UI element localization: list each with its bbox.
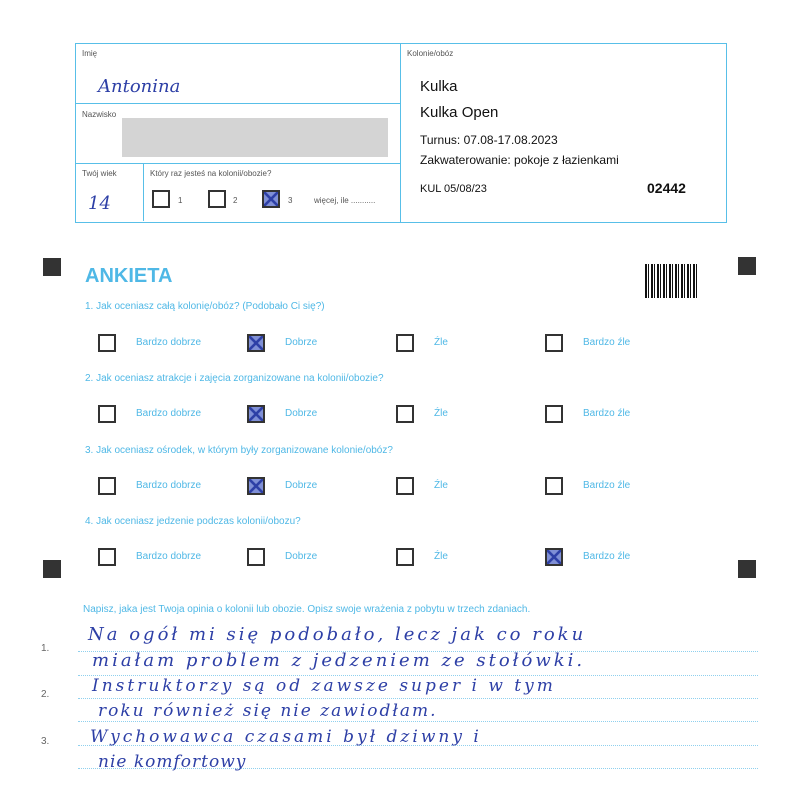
age-value: 14 <box>88 193 111 214</box>
visit-option-more: więcej, ile ........... <box>314 196 376 205</box>
turnus: Turnus: 07.08-17.08.2023 <box>420 133 558 147</box>
survey-title: ANKIETA <box>85 265 173 287</box>
q2-option-4-label: Bardzo źle <box>583 408 631 419</box>
handwritten-line-6: nie komfortowy <box>98 752 247 772</box>
q1-option-1-label: Bardzo dobrze <box>136 337 202 348</box>
q4-option-3-label: Źle <box>434 551 448 562</box>
q4-option-2-checkbox[interactable] <box>247 548 265 566</box>
q1-option-4-checkbox[interactable] <box>545 334 563 352</box>
visit-checkbox-3[interactable] <box>262 190 280 208</box>
q4-option-4-label: Bardzo źle <box>583 551 631 562</box>
q2-option-1-label: Bardzo dobrze <box>136 408 202 419</box>
q2-option-2-label: Dobrze <box>285 408 318 419</box>
camp-subname: Kulka Open <box>420 104 499 121</box>
visit-checkbox-2[interactable] <box>208 190 226 208</box>
question-2-text: 2. Jak oceniasz atrakcje i zajęcia zorganizowane na kolonii/obozie? <box>85 373 384 384</box>
question-1-text: 1. Jak oceniasz całą kolonię/obóz? (Podobało Ci się?) <box>85 301 325 312</box>
question-4-text: 4. Jak oceniasz jedzenie podczas kolonii/obozu? <box>85 516 301 527</box>
q1-option-2-label: Dobrze <box>285 337 318 348</box>
camp-name: Kulka <box>420 78 458 95</box>
writing-line-3 <box>78 698 758 699</box>
q3-option-1-checkbox[interactable] <box>98 477 116 495</box>
age-label: Twój wiek <box>82 169 117 178</box>
q2-option-1-checkbox[interactable] <box>98 405 116 423</box>
q2-option-3-checkbox[interactable] <box>396 405 414 423</box>
q1-option-1-checkbox[interactable] <box>98 334 116 352</box>
q1-option-3-label: Źle <box>434 337 448 348</box>
visit-option-3: 3 <box>288 196 293 205</box>
line-number-1: 1. <box>41 643 50 654</box>
q4-option-1-label: Bardzo dobrze <box>136 551 202 562</box>
q2-option-4-checkbox[interactable] <box>545 405 563 423</box>
visit-checkbox-1[interactable] <box>152 190 170 208</box>
registration-marker-tr <box>738 257 756 275</box>
handwritten-line-4: roku również się nie zawiodłam. <box>98 701 438 721</box>
surname-label: Nazwisko <box>82 110 117 119</box>
surname-redaction <box>122 118 388 157</box>
accommodation: Zakwaterowanie: pokoje z łazienkami <box>420 153 619 167</box>
camp-code: KUL 05/08/23 <box>420 183 487 195</box>
header-divider-3 <box>143 163 144 221</box>
question-3-text: 3. Jak oceniasz ośrodek, w którym były zorganizowane kolonie/obóz? <box>85 445 393 456</box>
q3-option-4-checkbox[interactable] <box>545 477 563 495</box>
q3-option-2-checkbox[interactable] <box>247 477 265 495</box>
name-value: Antonina <box>98 76 181 97</box>
q1-option-4-label: Bardzo źle <box>583 337 631 348</box>
line-number-3: 3. <box>41 736 50 747</box>
writing-line-4 <box>78 721 758 722</box>
header-divider-vertical <box>400 43 401 222</box>
q3-option-3-label: Źle <box>434 480 448 491</box>
registration-marker-br <box>738 560 756 578</box>
q3-option-1-label: Bardzo dobrze <box>136 480 202 491</box>
handwritten-line-1: Na ogół mi się podobało, lecz jak co roku <box>88 624 587 645</box>
barcode <box>645 264 699 298</box>
registration-marker-tl <box>43 258 61 276</box>
visit-label: Który raz jesteś na kolonii/obozie? <box>150 169 272 178</box>
q3-option-4-label: Bardzo źle <box>583 480 631 491</box>
q2-option-3-label: Źle <box>434 408 448 419</box>
visit-option-2: 2 <box>233 196 238 205</box>
handwritten-line-2: miałam problem z jedzeniem ze stołówki. <box>92 650 586 671</box>
camp-label: Kolonie/obóz <box>407 49 454 58</box>
q3-option-2-label: Dobrze <box>285 480 318 491</box>
header-divider-1 <box>75 103 400 104</box>
handwritten-line-5: Wychowawca czasami był dziwny i <box>90 727 482 747</box>
q2-option-2-checkbox[interactable] <box>247 405 265 423</box>
header-divider-2 <box>75 163 400 164</box>
q4-option-2-label: Dobrze <box>285 551 318 562</box>
q4-option-1-checkbox[interactable] <box>98 548 116 566</box>
q4-option-4-checkbox[interactable] <box>545 548 563 566</box>
visit-option-1: 1 <box>178 196 183 205</box>
q1-option-3-checkbox[interactable] <box>396 334 414 352</box>
opinion-prompt: Napisz, jaka jest Twoja opinia o kolonii lub obozie. Opisz swoje wrażenia z pobytu w trzech zdaniach. <box>83 604 531 615</box>
line-number-2: 2. <box>41 689 50 700</box>
q3-option-3-checkbox[interactable] <box>396 477 414 495</box>
form-number: 02442 <box>647 180 686 196</box>
q4-option-3-checkbox[interactable] <box>396 548 414 566</box>
handwritten-line-3: Instruktorzy są od zawsze super i w tym <box>92 676 556 696</box>
registration-marker-bl <box>43 560 61 578</box>
name-label: Imię <box>82 49 98 58</box>
q1-option-2-checkbox[interactable] <box>247 334 265 352</box>
